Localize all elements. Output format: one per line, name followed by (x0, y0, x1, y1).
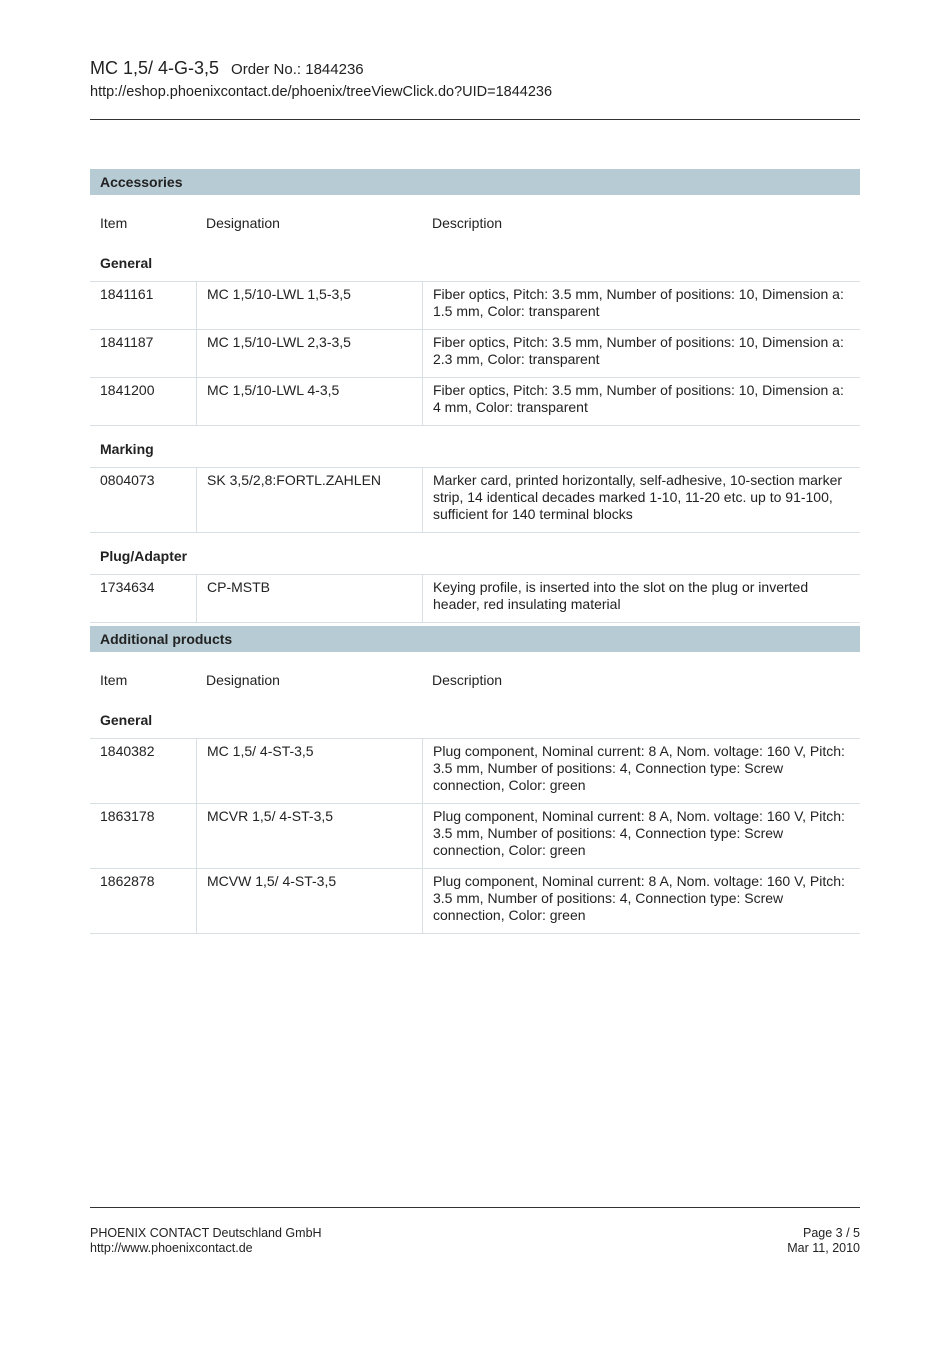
item-cell[interactable]: 1862878 (90, 869, 197, 934)
designation-cell[interactable]: SK 3,5/2,8:FORTL.ZAHLEN (197, 468, 423, 533)
item-cell[interactable]: 1841187 (90, 330, 197, 378)
table-row (90, 739, 860, 804)
product-title: MC 1,5/ 4-G-3,5 (90, 58, 220, 78)
col-description-header: Description (432, 672, 503, 688)
accessories-general-table (90, 281, 860, 426)
designation-cell[interactable]: MC 1,5/ 4-ST-3,5 (197, 739, 423, 804)
header-divider (90, 119, 860, 120)
designation-cell[interactable]: MC 1,5/10-LWL 1,5-3,5 (197, 282, 423, 330)
item-cell[interactable]: 1734634 (90, 575, 197, 623)
item-cell[interactable]: 1840382 (90, 739, 197, 804)
designation-cell[interactable]: MCVW 1,5/ 4-ST-3,5 (197, 869, 423, 934)
accessories-section (90, 169, 860, 623)
item-cell[interactable]: 0804073 (90, 468, 197, 533)
col-description-header: Description (432, 215, 503, 231)
company-website[interactable]: http://www.phoenixcontact.de (90, 1241, 253, 1255)
group-title-general: General (100, 255, 153, 271)
table-row (90, 575, 860, 623)
title-line (90, 57, 860, 81)
print-date: Mar 11, 2010 (787, 1241, 860, 1255)
col-item-header: Item (100, 672, 128, 688)
description-cell: Fiber optics, Pitch: 3.5 mm, Number of positions: 10, Dimension a: 2.3 mm, Color: transparent (423, 330, 861, 378)
accessories-column-headers (90, 195, 860, 253)
table-row (90, 378, 860, 426)
designation-cell[interactable]: MC 1,5/10-LWL 2,3-3,5 (197, 330, 423, 378)
description-cell: Plug component, Nominal current: 8 A, Nom. voltage: 160 V, Pitch: 3.5 mm, Number of positions: 4, Connection type: Screw connection, Color: green (423, 804, 861, 869)
description-cell: Plug component, Nominal current: 8 A, Nom. voltage: 160 V, Pitch: 3.5 mm, Number of positions: 4, Connection type: Screw connection, Color: green (423, 869, 861, 934)
table-row (90, 804, 860, 869)
group-title-plug-adapter: Plug/Adapter (100, 548, 188, 564)
description-cell: Keying profile, is inserted into the slot on the plug or inverted header, red insulating material (423, 575, 861, 623)
table-row (90, 869, 860, 934)
accessories-title: Accessories (90, 169, 860, 195)
item-cell[interactable]: 1841200 (90, 378, 197, 426)
table-row (90, 282, 860, 330)
footer-left (90, 1226, 322, 1256)
accessories-marking-table (90, 467, 860, 533)
designation-cell[interactable]: CP-MSTB (197, 575, 423, 623)
page-number: Page 3 / 5 (803, 1226, 860, 1240)
group-title-marking: Marking (100, 441, 154, 457)
additional-general-table (90, 738, 860, 934)
footer-right (787, 1226, 860, 1256)
footer-divider (90, 1207, 860, 1208)
description-cell: Fiber optics, Pitch: 3.5 mm, Number of positions: 10, Dimension a: 1.5 mm, Color: transparent (423, 282, 861, 330)
description-cell: Marker card, printed horizontally, self-adhesive, 10-section marker strip, 14 identical decades marked 1-10, 11-20 etc. up to 91-100, sufficient for 140 terminal blocks (423, 468, 861, 533)
designation-cell[interactable]: MCVR 1,5/ 4-ST-3,5 (197, 804, 423, 869)
additional-column-headers (90, 652, 860, 710)
description-cell: Plug component, Nominal current: 8 A, Nom. voltage: 160 V, Pitch: 3.5 mm, Number of positions: 4, Connection type: Screw connection, Color: green (423, 739, 861, 804)
description-cell: Fiber optics, Pitch: 3.5 mm, Number of positions: 10, Dimension a: 4 mm, Color: transparent (423, 378, 861, 426)
item-cell[interactable]: 1841161 (90, 282, 197, 330)
company-name: PHOENIX CONTACT Deutschland GmbH (90, 1226, 322, 1240)
col-item-header: Item (100, 215, 128, 231)
page-header (90, 57, 860, 102)
designation-cell[interactable]: MC 1,5/10-LWL 4-3,5 (197, 378, 423, 426)
additional-products-title: Additional products (90, 626, 860, 652)
col-designation-header: Designation (206, 672, 280, 688)
accessories-plug-adapter-table (90, 574, 860, 623)
item-cell[interactable]: 1863178 (90, 804, 197, 869)
table-row (90, 330, 860, 378)
table-row (90, 468, 860, 533)
product-url[interactable]: http://eshop.phoenixcontact.de/phoenix/treeViewClick.do?UID=1844236 (90, 84, 553, 100)
additional-products-section (90, 626, 860, 934)
group-title-general: General (100, 712, 153, 728)
col-designation-header: Designation (206, 215, 280, 231)
order-number: Order No.: 1844236 (231, 61, 364, 78)
